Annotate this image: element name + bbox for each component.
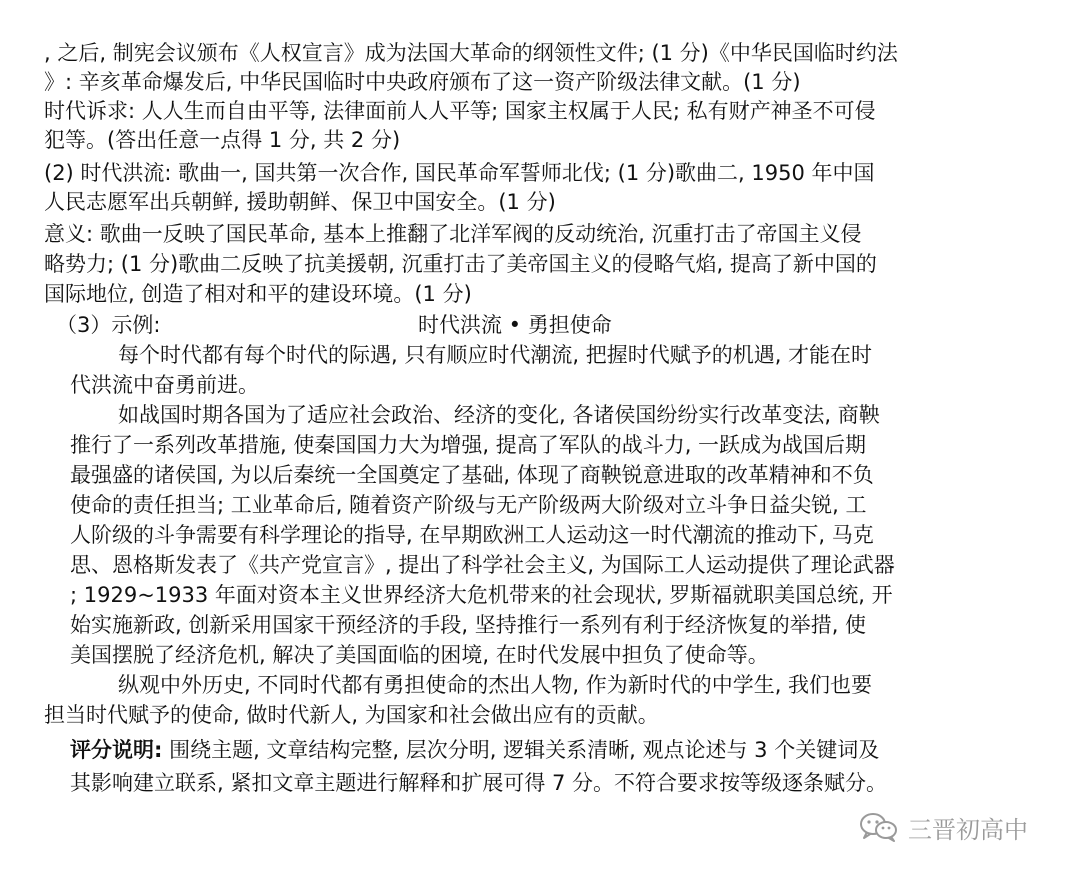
- scoring-label: 评分说明:: [70, 738, 163, 762]
- text-line-1: , 之后, 制宪会议颁布《人权宣言》成为法国大革命的纲领性文件; (1 分)《中华民国临时约法: [44, 41, 898, 65]
- essay-line-6: 使命的责任担当; 工业革命后, 随着资产阶级与无产阶级两大阶级对立斗争日益尖锐, 工: [70, 493, 867, 517]
- essay-line-7: 人阶级的斗争需要有科学理论的指导, 在早期欧洲工人运动这一时代潮流的推动下, 马克: [70, 523, 874, 547]
- text-line-5: (2) 时代洪流: 歌曲一, 国共第一次合作, 国民革命军誓师北伐; (1 分)歌曲二, 1950 年中国: [44, 161, 875, 185]
- section-3-label: （3）示例:: [56, 313, 161, 337]
- text-line-3: 时代诉求: 人人生而自由平等, 法律面前人人平等; 国家主权属于人民; 私有财产神圣不可侵: [44, 99, 876, 123]
- text-line-2: 》: 辛亥革命爆发后, 中华民国临时中央政府颁布了这一资产阶级法律文献。(1 分): [44, 70, 801, 94]
- essay-line-3: 如战国时期各国为了适应社会政治、经济的变化, 各诸侯国纷纷实行改革变法, 商鞅: [118, 403, 880, 427]
- essay-line-9: ; 1929~1933 年面对资本主义世界经济大危机带来的社会现状, 罗斯福就职美国总统, 开: [70, 583, 893, 607]
- essay-line-10: 始实施新政, 创新采用国家干预经济的手段, 坚持推行一系列有利于经济恢复的举措, 使: [70, 613, 867, 637]
- essay-line-1: 每个时代都有每个时代的际遇, 只有顺应时代潮流, 把握时代赋予的机遇, 才能在时: [118, 343, 873, 367]
- text-line-9: 国际地位, 创造了相对和平的建设环境。(1 分): [44, 282, 472, 306]
- essay-line-4: 推行了一系列改革措施, 使秦国国力大为增强, 提高了军队的战斗力, 一跃成为战国后期: [70, 433, 867, 457]
- essay-line-8: 思、恩格斯发表了《共产党宣言》, 提出了科学社会主义, 为国际工人运动提供了理论武器: [70, 553, 895, 577]
- essay-line-11: 美国摆脱了经济危机, 解决了美国面临的困境, 在时代发展中担负了使命等。: [70, 643, 769, 667]
- essay-title: 时代洪流 • 勇担使命: [418, 313, 612, 337]
- scoring-line-2: 其影响建立联系, 紧扣文章主题进行解释和扩展可得 7 分。不符合要求按等级逐条赋分。: [70, 771, 888, 795]
- essay-line-5: 最强盛的诸侯国, 为以后秦统一全国奠定了基础, 体现了商鞅锐意进取的改革精神和不负: [70, 463, 874, 487]
- wechat-icon: [858, 811, 900, 843]
- essay-line-13: 担当时代赋予的使命, 做时代新人, 为国家和社会做出应有的贡献。: [44, 703, 659, 727]
- watermark: [858, 810, 1028, 844]
- text-line-8: 略势力; (1 分)歌曲二反映了抗美援朝, 沉重打击了美帝国主义的侵略气焰, 提高了新中国的: [44, 252, 877, 276]
- essay-line-2: 代洪流中奋勇前进。: [70, 373, 259, 397]
- scoring-text: 围绕主题, 文章结构完整, 层次分明, 逻辑关系清晰, 观点论述与 3 个关键词及: [162, 738, 880, 762]
- watermark-text: 三晋初高中: [908, 815, 1028, 844]
- scoring-line-1: [70, 736, 879, 764]
- text-line-7: 意义: 歌曲一反映了国民革命, 基本上推翻了北洋军阀的反动统治, 沉重打击了帝国主义侵: [44, 222, 862, 246]
- text-line-6: 人民志愿军出兵朝鲜, 援助朝鲜、保卫中国安全。(1 分): [44, 190, 556, 214]
- essay-line-12: 纵观中外历史, 不同时代都有勇担使命的杰出人物, 作为新时代的中学生, 我们也要: [118, 673, 873, 697]
- text-line-4: 犯等。(答出任意一点得 1 分, 共 2 分): [44, 128, 401, 152]
